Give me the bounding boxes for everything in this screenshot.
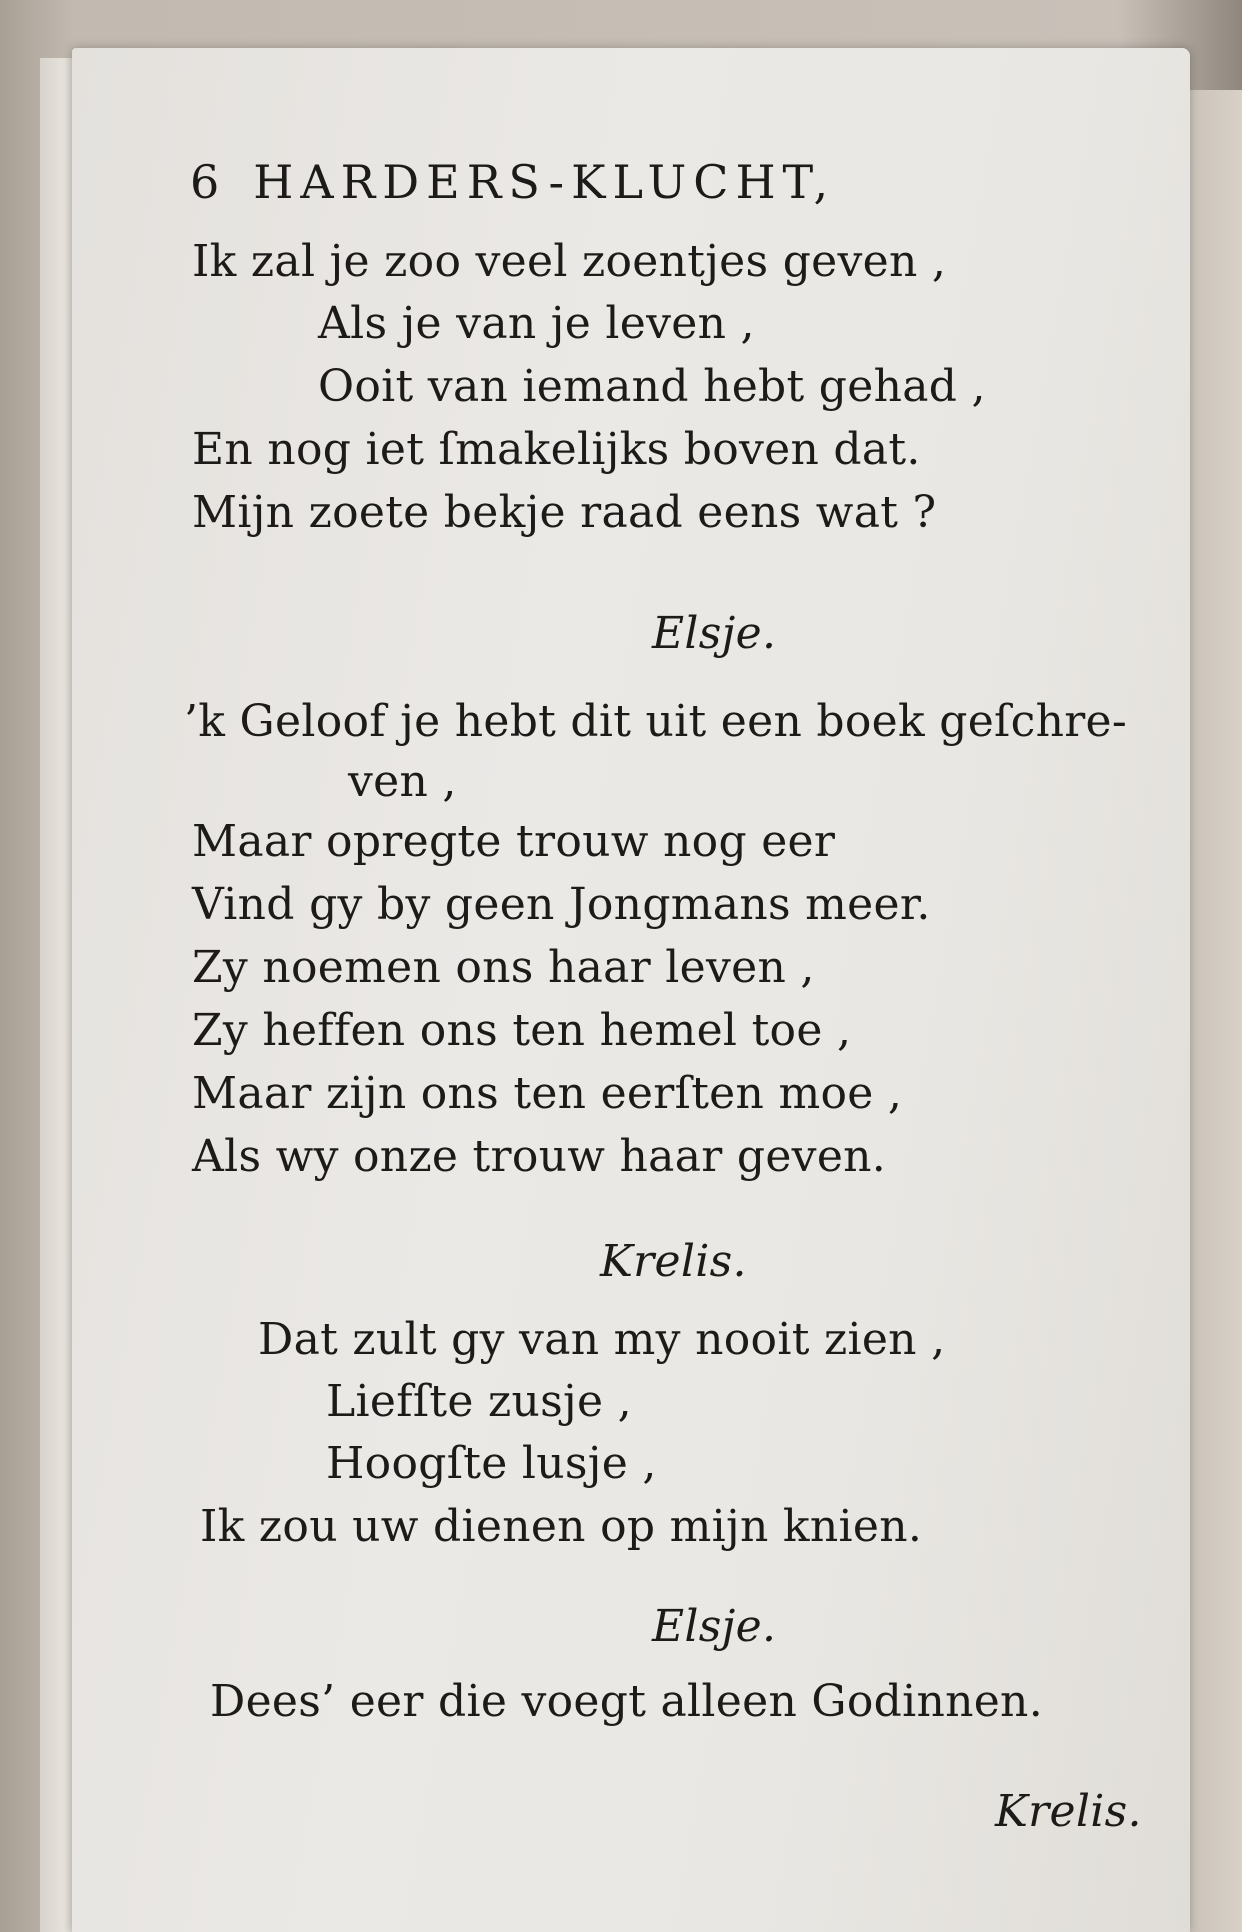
verse-line: Vind gy by geen Jongmans meer.	[192, 879, 931, 930]
verse-line: Als wy onze trouw haar geven.	[192, 1131, 887, 1182]
verse-line: Ik zal je zoo veel zoentjes geven ,	[192, 236, 947, 287]
verse-line: Maar zijn ons ten eerſten moe ,	[192, 1068, 903, 1119]
verse-line: Ooit van iemand hebt gehad ,	[318, 361, 986, 412]
verse-line: Zy heffen ons ten hemel toe ,	[192, 1005, 852, 1056]
verse-line: Hoogſte lusje ,	[326, 1438, 657, 1489]
speaker-name: Krelis.	[600, 1236, 747, 1287]
verse-line: Maar opregte trouw nog eer	[192, 816, 836, 867]
verse-line: Mijn zoete bekje raad eens wat ?	[192, 487, 937, 538]
running-header	[190, 155, 835, 209]
verse-line: Zy noemen ons haar leven ,	[192, 942, 815, 993]
verse-line: ven ,	[348, 756, 457, 807]
verse-line: Dat zult gy van my nooit zien ,	[258, 1314, 946, 1365]
verse-line: En nog iet ſmakelijks boven dat.	[192, 424, 921, 475]
verse-line: Als je van je leven ,	[318, 298, 755, 349]
catchword: Krelis.	[995, 1786, 1142, 1837]
speaker-name: Elsje.	[652, 1601, 777, 1652]
verse-line: Dees’ eer die voegt alleen Godinnen.	[210, 1676, 1043, 1727]
verse-line: Ik zou uw dienen op mijn knien.	[200, 1501, 923, 1552]
verse-line: Liefſte zusje ,	[326, 1376, 632, 1427]
verse-line: ’k Geloof je hebt dit uit een boek geſchre-	[184, 696, 1128, 747]
page-number: 6	[190, 155, 220, 209]
running-title: HARDERS-KLUCHT,	[253, 155, 836, 209]
speaker-name: Elsje.	[652, 608, 777, 659]
